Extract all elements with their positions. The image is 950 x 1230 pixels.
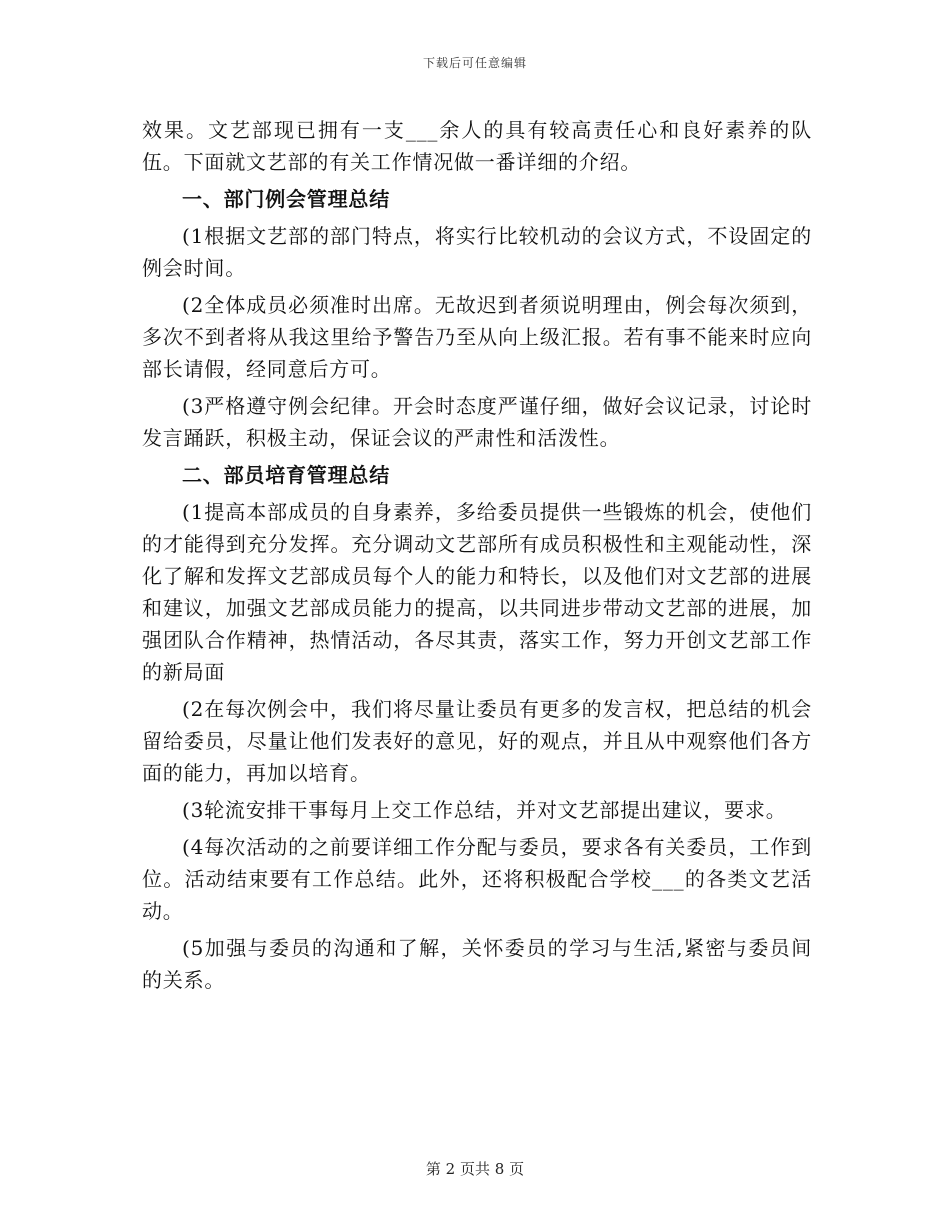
document-body: [142, 114, 812, 996]
section-heading-1: 一、部门例会管理总结: [182, 187, 390, 211]
list-item-1-2: (2全体成员必须准时出席。无故迟到者须说明理由，例会每次须到，多次不到者将从我这里给予警告乃至从向上级汇报。若有事不能来时应向部长请假，经同意后方可。: [142, 293, 812, 381]
list-item-2-1: (1提高本部成员的自身素养，多给委员提供一些锻炼的机会，使他们的才能得到充分发挥。充分调动文艺部所有成员积极性和主观能动性，深化了解和发挥文艺部成员每个人的能力和特长，以及他们对文艺部的进展和建议，加强文艺部成员能力的提高，以共同进步带动文艺部的进展，加强团队合作精神，热情活动，各尽其责，落实工作，努力开创文艺部工作的新局面: [142, 500, 812, 684]
section-heading-2: 二、部员培育管理总结: [182, 463, 390, 487]
list-item-2-4: (4每次活动的之前要详细工作分配与委员，要求各有关委员，工作到位。活动结束要有工作总结。此外，还将积极配合学校___的各类文艺活动。: [142, 835, 812, 923]
list-item-2-5: (5加强与委员的沟通和了解，关怀委员的学习与生活,紧密与委员间的关系。: [142, 936, 812, 992]
list-item-2-2: (2在每次例会中，我们将尽量让委员有更多的发言权，把总结的机会留给委员，尽量让他们发表好的意见，好的观点，并且从中观察他们各方面的能力，再加以培育。: [142, 697, 812, 785]
list-item-2-3: (3轮流安排干事每月上交工作总结，并对文艺部提出建议，要求。: [182, 798, 787, 822]
list-item-1-1: (1根据文艺部的部门特点，将实行比较机动的会议方式，不设固定的例会时间。: [142, 224, 812, 280]
paragraph-intro: 效果。文艺部现已拥有一支___余人的具有较高责任心和良好素养的队伍。下面就文艺部的有关工作情况做一番详细的介绍。: [142, 118, 812, 174]
list-item-1-3: (3严格遵守例会纪律。开会时态度严谨仔细，做好会议记录，讨论时发言踊跃，积极主动，保证会议的严肃性和活泼性。: [142, 394, 812, 450]
page-header: 下载后可任意编辑: [422, 56, 527, 70]
page-number: 第 2 页共 8 页: [425, 1160, 525, 1178]
